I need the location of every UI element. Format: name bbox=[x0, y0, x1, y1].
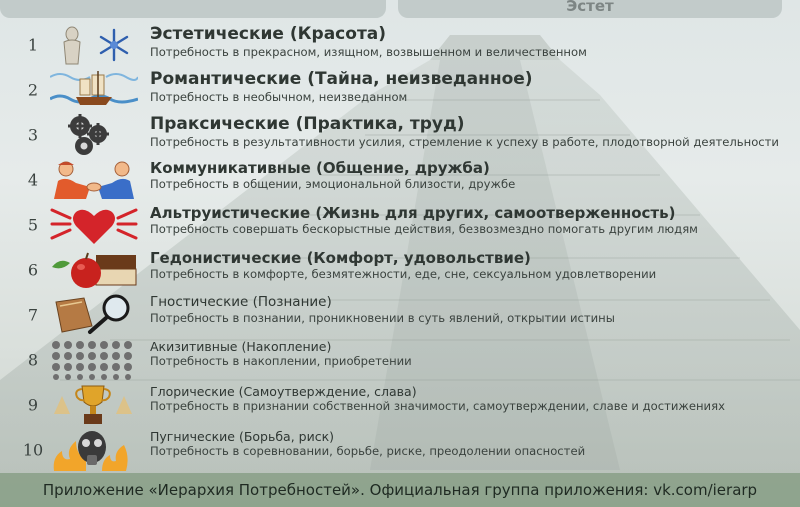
need-title: Пугнические (Борьба, риск) bbox=[150, 429, 335, 444]
apple-bed-icon bbox=[50, 249, 138, 291]
coins-grid-icon bbox=[50, 339, 138, 381]
need-description: Потребность в общении, эмоциональной близости, дружбе bbox=[150, 177, 516, 192]
tab-left[interactable] bbox=[0, 0, 386, 18]
need-number: 10 bbox=[22, 440, 44, 460]
statue-snowflake-icon bbox=[50, 24, 138, 66]
need-number: 3 bbox=[27, 125, 39, 145]
handshake-icon bbox=[50, 159, 138, 201]
gas-mask-fire-icon bbox=[50, 429, 138, 471]
need-title: Гностические (Познание) bbox=[150, 294, 332, 310]
need-row-praxic[interactable] bbox=[0, 113, 800, 157]
need-title: Глорические (Самоутверждение, слава) bbox=[150, 384, 417, 399]
need-description: Потребность в прекрасном, изящном, возвышенном и величественном bbox=[150, 44, 587, 59]
tab-aesthete-label: Эстет bbox=[566, 0, 614, 15]
footer-text: Приложение «Иерархия Потребностей». Официальная группа приложения: vk.com/ierarp bbox=[42, 481, 758, 499]
tab-aesthete[interactable] bbox=[398, 0, 782, 18]
need-description: Потребность в накоплении, приобретении bbox=[150, 354, 412, 369]
trophy-icon bbox=[50, 384, 138, 426]
need-description: Потребность в необычном, неизведанном bbox=[150, 89, 408, 104]
need-row-hedonistic[interactable] bbox=[0, 248, 800, 292]
need-description: Потребность совершать бескорыстные действия, безвозмездно помогать другим людям bbox=[150, 222, 698, 237]
need-description: Потребность в соревновании, борьбе, риске, преодолении опасностей bbox=[150, 444, 586, 459]
need-number: 8 bbox=[27, 350, 39, 370]
need-row-communicative[interactable] bbox=[0, 158, 800, 202]
need-number: 5 bbox=[27, 215, 39, 235]
gears-icon bbox=[50, 114, 138, 156]
need-row-acquisitive[interactable] bbox=[0, 338, 800, 382]
need-number: 6 bbox=[27, 260, 39, 280]
sailing-ship-icon bbox=[50, 69, 138, 111]
need-description: Потребность в комфорте, безмятежности, еде, сне, сексуальном удовлетворении bbox=[150, 267, 657, 282]
need-number: 9 bbox=[27, 395, 39, 415]
need-number: 1 bbox=[27, 35, 39, 55]
need-row-altruistic[interactable] bbox=[0, 203, 800, 247]
need-row-romantic[interactable] bbox=[0, 68, 800, 112]
need-number: 7 bbox=[27, 305, 39, 325]
need-title: Праксические (Практика, труд) bbox=[150, 114, 465, 134]
need-title: Акизитивные (Накопление) bbox=[150, 339, 332, 354]
need-row-gloric[interactable] bbox=[0, 383, 800, 427]
need-description: Потребность в результативности усилия, стремление к успеху в работе, плодотворной деятельности bbox=[150, 134, 779, 149]
need-title: Коммуникативные (Общение, дружба) bbox=[150, 159, 490, 177]
need-title: Эстетические (Красота) bbox=[150, 24, 387, 44]
need-title: Гедонистические (Комфорт, удовольствие) bbox=[150, 249, 531, 267]
need-row-pugnic[interactable] bbox=[0, 428, 800, 472]
need-number: 2 bbox=[27, 80, 39, 100]
need-title: Романтические (Тайна, неизведанное) bbox=[150, 69, 533, 89]
need-description: Потребность в познании, проникновении в суть явлений, открытии истины bbox=[150, 310, 615, 325]
need-row-aesthetic[interactable] bbox=[0, 23, 800, 67]
need-title: Альтруистические (Жизнь для других, самоотверженность) bbox=[150, 204, 676, 222]
need-description: Потребность в признании собственной значимости, самоутверждении, славе и достижениях bbox=[150, 399, 725, 414]
need-number: 4 bbox=[27, 170, 39, 190]
need-row-gnostic[interactable] bbox=[0, 293, 800, 337]
footer-bar bbox=[0, 473, 800, 507]
heart-icon bbox=[50, 204, 138, 246]
book-magnifier-icon bbox=[50, 294, 138, 336]
